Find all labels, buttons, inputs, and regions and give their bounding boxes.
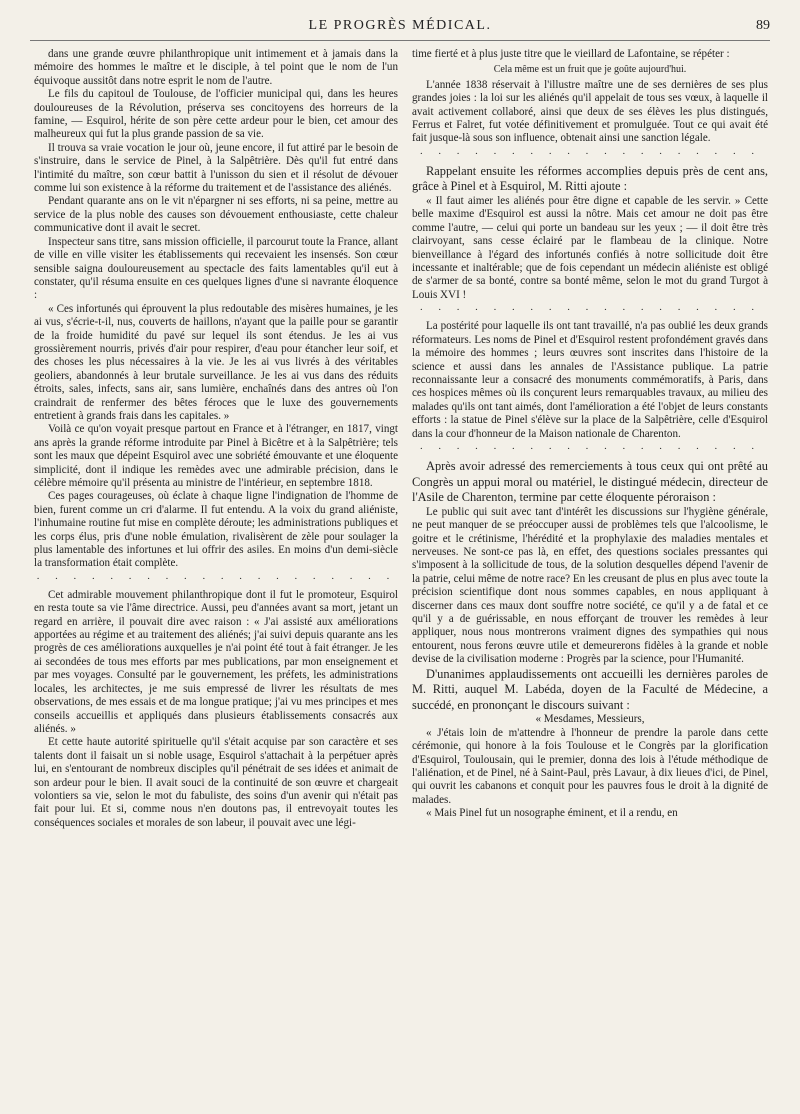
section-separator (412, 443, 768, 457)
paragraph: « J'étais loin de m'attendre à l'honneur de prendre la parole dans cette cérémonie, qui honore à la fois Toulouse et le Congrès par la glorification d'Esquirol, Toulousain, qui le premier, donna des lois à l'étude méthodique de l'aliénation, et de Pinel, né à Saint-Paul, près Lavaur, à dix lieues d'ici, de Pinel, qui ouvrit les cabanons et conquit pour les pauvres fous le droit à la dignité de malades. (412, 726, 768, 806)
paragraph: Voilà ce qu'on voyait presque partout en France et à l'étranger, en 1817, vingt ans après la grande réforme introduite par Pinel à Bicêtre et à la Salpêtrière; tels sont les maux que dépeint Esquirol avec une sobriété émouvante et une éloquente simplicité, dont il indique les remèdes avec une admirable précision, dans le célèbre mémoire qu'il présenta au ministre de l'intérieur, en septembre 1818. (34, 423, 398, 489)
verse-quote: Cela même est un fruit que je goûte aujourd'hui. (493, 64, 687, 76)
paragraph: Ces pages courageuses, où éclate à chaque ligne l'indignation de l'homme de bien, furent comme un cri d'alarme. Il fut entendu. A la voix du grand aliéniste, l'inhumaine routine fut mise en complète déroute; les administrations publiques et les corps élus, pris d'une noble émulation, rivalisèrent de zèle pour soulager la plus lamentable des infortunes et lui offrir des asiles. En moins d'un demi-siècle la transformation était complète. (34, 490, 398, 570)
paragraph: Le fils du capitoul de Toulouse, de l'officier municipal qui, dans les heures douloureuses de la Révolution, préserva ses concitoyens des horreurs de la famine, — Esquirol, hérite de son père cette ardeur pour le bien, cet amour des malheureux qui fut la plus grande passion de sa vie. (34, 88, 398, 141)
paragraph: La postérité pour laquelle ils ont tant travaillé, n'a pas oublié les deux grands réformateurs. Les noms de Pinel et d'Esquirol restent profondément gravés dans la mémoire des hommes ; leurs œuvres sont inscrites dans l'histoire de la science et aussi dans les annales de l'Assistance publique. La patrie reconnaissante leur a consacré des monuments commémoratifs, à Paris, dans ces hospices mêmes où ils conçurent leurs remarquables travaux, au milieu des malades qu'ils ont tant aimés, dont l'amélioration a été l'objet de leurs constants efforts : la statue de Pinel s'élève sur la place de la Salpêtrière, celle d'Esquirol dans la cour d'honneur de la Maison nationale de Charenton. (412, 320, 768, 440)
header-rule (30, 40, 770, 41)
paragraph: Pendant quarante ans on le vit n'épargner ni ses efforts, ni sa peine, mettre au service de la plus noble des causes son dévouement enthousiaste, cette chaleur communicative dont il avait le secret. (34, 195, 398, 235)
paragraph: Le public qui suit avec tant d'intérêt les discussions sur l'hygiène générale, ne peut manquer de se préoccuper aussi de problèmes tels que l'alcoolisme, le goitre et le crétinisme, l'hérédité et la prophylaxie des maladies mentales et nerveuses. Ne sont-ce pas là, en effet, des questions sociales pressantes qui s'imposent à la sollicitude de tous, de la solution desquelles dépend l'avenir de la patrie, celui même de notre race? En les creusant de plus en plus avec toute la précision scientifique dont nous sommes capables, en nous appliquant à discerner dans ces maux dont souffre notre société, ce qu'il y a de fatal et ce qu'il y a de guérissable, en nous efforçant de trouver les remèdes à leur appliquer, nous nous montrerons vraiment dignes des sympathies qui nous entourent, nous ferons œuvre utile et demeurerons fidèles à la grande et noble devise de la civilisation moderne : Progrès par la science, pour l'Humanité. (412, 505, 768, 666)
section-separator (412, 304, 768, 318)
section-separator (412, 148, 768, 162)
journal-title: LE PROGRÈS MÉDICAL. (308, 18, 492, 33)
right-column (412, 48, 768, 1068)
paragraph: Inspecteur sans titre, sans mission officielle, il parcourut toute la France, allant de ville en ville visiter les établissements qui recevaient les insensés. Son cœur sensible saigna douloureusement au spectacle des faits lamentables qu'il eut à constater, qu'il résuma ensuite en ces quelques lignes d'une si navrante éloquence : (34, 235, 398, 302)
report-paragraph: Rappelant ensuite les réformes accomplies depuis près de cent ans, grâce à Pinel et à Esquirol, M. Ritti ajoute : (412, 163, 768, 194)
paragraph: Il trouva sa vraie vocation le jour où, jeune encore, il fut attiré par le besoin de s'instruire, dans le service de Pinel, à la Salpêtrière. Dès qu'il fut entré dans l'intimité du maître, son cœur battit à l'unisson du sien et il résolut de dévouer comme lui son existence à la réforme du traitement et de l'assistance des aliénés. (34, 141, 398, 195)
paragraph: time fierté et à plus juste titre que le vieillard de Lafontaine, se répéter : (412, 48, 730, 60)
report-paragraph: D'unanimes applaudissements ont accueilli les dernières paroles de M. Ritti, auquel M. Labéda, doyen de la Faculté de Médecine, a succédé, en prononçant le discours suivant : (412, 666, 768, 712)
left-column (34, 48, 398, 1068)
paragraph: « Mais Pinel fut un nosographe éminent, et il a rendu, en (426, 807, 678, 820)
paragraph: Cet admirable mouvement philanthropique dont il fut le promoteur, Esquirol en resta toute sa vie l'âme directrice. Aussi, peu d'années avant sa mort, jetant un regard en arrière, il pouvait dire avec raison : « J'ai assisté aux améliorations apportées au régime et au traitement des aliénés; j'ai suivi depuis quarante ans les progrès de ces améliorations auxquelles je n'ai point été tout à fait étranger. Je les ai secondées de tous mes efforts par mes publications, par mon enseignement et par mes voyages. Consulté par le gouvernement, les préfets, les administrations locales, les architectes, je me suis empressé de livrer les résultats de mes observations, de mes essais et de ma longue pratique; j'ai vu mes principes et mes conseils accueillis et appliqués dans plusieurs établissements consacrés aux aliénés. » (34, 588, 398, 735)
report-paragraph: Après avoir adressé des remerciements à tous ceux qui ont prêté au Congrès un appui moral ou matériel, le distingué médecin, directeur de l'Asile de Charenton, termine par cette éloquente péroraison : (412, 458, 768, 505)
paragraph: dans une grande œuvre philanthropique unit intimement et à jamais dans la mémoire des hommes le maître et le disciple, à tel point que le nom de l'un équivoque aussitôt dans notre esprit le nom de l'autre. (34, 48, 398, 87)
paragraph: L'année 1838 réservait à l'illustre maître une de ses dernières de ses plus grandes joies : la loi sur les aliénés qu'il appelait de tous ses vœux, à laquelle il avait activement collaboré, ainsi que deux de ses élèves les plus distingués, Ferrus et Falret, fut votée définitivement et promulguée. Tout ce qui avait été fait jusque-là sous son influence, obtenait ainsi une sanction légale. (412, 78, 768, 145)
paragraph: « Ces infortunés qui éprouvent la plus redoutable des misères humaines, je les ai vus, s'écrie-t-il, nus, couverts de haillons, n'ayant que la paille pour se garantir de la froide humidité du pavé sur lequel ils sont étendus. Je les ai vus grossièrement nourris, privés d'air pour respirer, d'eau pour étancher leur soif, et des choses les plus nécessaires à la vie. Je les ai vus livrés à des véritables geoliers, abandonnés à leur brutale surveillance. Je les ai vus dans des réduits étroits, sales, infects, sans air, sans lumière, enchaînés dans des antres où l'on craindrait de renfermer des bêtes féroces que le luxe des gouvernements entretient à grands frais dans les capitales. » (34, 302, 398, 422)
paragraph: Et cette haute autorité spirituelle qu'il s'était acquise par son caractère et ses talents dont il faisait un si noble usage, Esquirol s'attachait à la perpétuer après lui, en s'entourant de nombreux disciples qu'il pénétrait de ses idées et animait de son ardeur pour le bien. Il avait souci de la continuité de son œuvre et chargeait volontiers sa vie, selon le mot du fabuliste, des soins d'un avenir qui n'était pas fait pour lui. Et si, comme nous n'en doutons pas, il entrevoyait toutes les conséquences sociales et morales de son labeur, il pouvait avec une légi- (34, 736, 398, 829)
section-separator (34, 573, 398, 587)
paragraph: « Il faut aimer les aliénés pour être digne et capable de les servir. » Cette belle maxime d'Esquirol est aussi la nôtre. Mais cet amour ne doit pas être comme l'autre, — celui qui porte un bandeau sur les yeux ; — il doit être très clairvoyant, sans cesse éclairé par le flambeau de la clinique. Notre bienveillance à l'égard des infortunés confiés à notre sollicitude doit être incessante et inaltérable; que de fois cependant un médecin aliéniste est obligé de s'armer de sa bonté, contre sa bonté même, selon le mot du grand Turgot à Louis XVI ! (412, 195, 768, 301)
paragraph: « Mesdames, Messieurs, (535, 713, 645, 726)
page-number: 89 (756, 18, 770, 33)
running-header (30, 18, 770, 42)
